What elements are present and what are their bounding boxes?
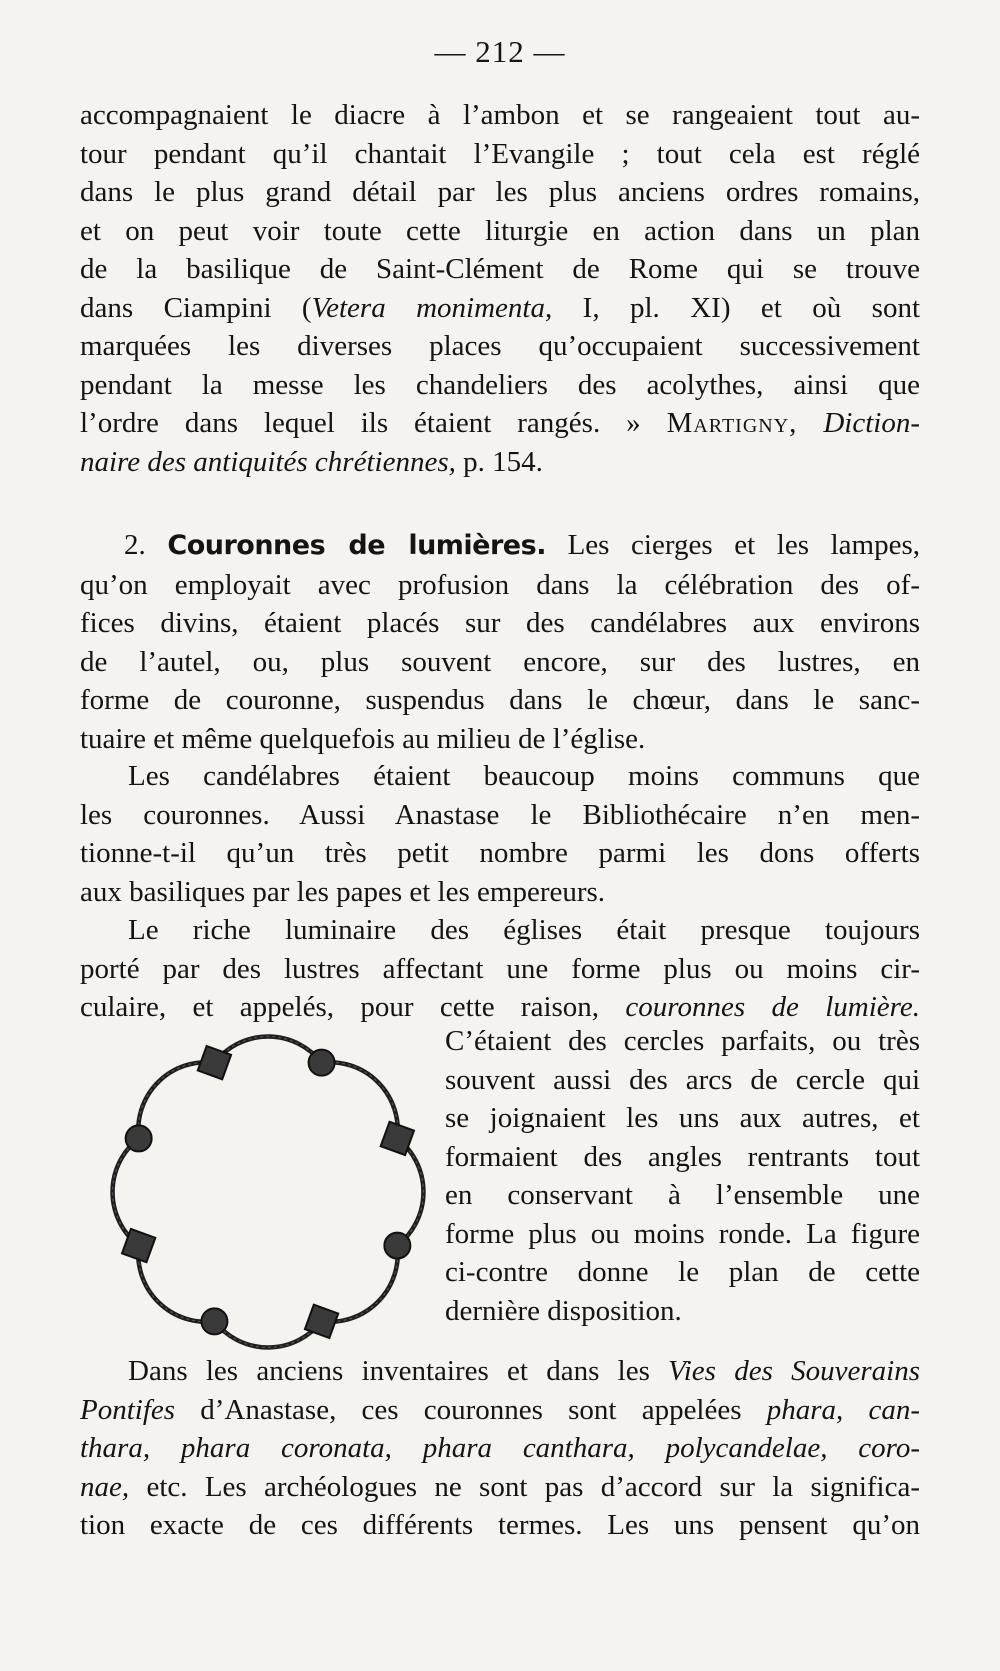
crown-ornaments [122,1046,414,1338]
term-italic: phara, can- [766,1393,920,1426]
round-lamp-holder [126,1125,152,1151]
text-run: p. 154. [455,445,543,478]
quote-paragraph [80,96,920,481]
text-line: souvent aussi des arcs de cercle qui [445,1063,920,1096]
text-line: pendant la messe les chandeliers des acolythes, ainsi que [80,368,920,401]
round-lamp-holder [384,1233,410,1259]
text-line: C’étaient des cercles parfaits, ou très [445,1025,920,1057]
text-line: et on peut voir toute cette liturgie en action dans un plan [80,214,920,247]
text-line: Le riche luminaire des églises était presque toujours [128,914,920,946]
text-run: Les cierges et les lampes, [567,529,921,561]
work-title: naire des antiquités chrétiennes, [80,445,456,478]
work-title: Vies des Souverains [668,1355,920,1387]
text-line: aux basiliques par les papes et les empereurs. [80,875,606,908]
text-line: qu’on employait avec profusion dans la célébration des of- [80,568,920,601]
text-line: de l’autel, ou, plus souvent encore, sur des lustres, en [80,645,920,678]
text-line: forme plus ou moins ronde. La figure [445,1217,920,1250]
term-italic: couronnes de lumière. [625,991,921,1023]
work-title: Diction- [823,407,920,439]
page-number: — 212 — [434,34,566,69]
text-run: I, pl. XI) et où sont [552,291,921,324]
section-heading: Couronnes de lumières. [167,530,546,561]
section-first-line [80,526,920,566]
text-line: tion exacte de ces différents termes. Les uns pensent qu’on [80,1509,920,1541]
text-line [80,443,920,482]
text-line: ci-contre donne le plan de cette [445,1256,920,1288]
text-line: porté par des lustres affectant une forme plus ou moins cir- [80,952,920,985]
term-italic: nae, [80,1470,130,1503]
text-run: dans Ciampini ( [80,291,312,324]
text-line: tour pendant qu’il chantait l’Evangile ; tout cela est réglé [80,137,920,170]
work-title: Vetera monimenta, [311,291,553,324]
text-line [80,289,920,328]
crown-ring [113,1037,424,1348]
paragraph-inventaires [80,1352,920,1545]
text-line [80,1429,920,1468]
text-run: d’Anastase, ces couronnes sont appelées [175,1393,767,1426]
text-line: les couronnes. Aussi Anastase le Bibliothécaire n’en men- [80,798,920,831]
text-run: culaire, et appelés, pour cette raison, [80,991,626,1023]
text-run: Dans les anciens inventaires et dans les [128,1355,669,1387]
text-line: formaient des angles rentrants tout [445,1140,920,1173]
text-line: accompagnaient le diacre à l’ambon et se rangeaient tout au- [80,99,920,131]
text-line [80,988,920,1027]
text-run: l’ordre dans lequel ils étaient rangés. » [80,407,667,439]
text-line: de la basilique de Saint-Clément de Rome qui se trouve [80,253,920,285]
section-couronnes [80,526,920,758]
round-lamp-holder [201,1308,227,1334]
round-lamp-holder [309,1050,335,1076]
text-line: tuaire et même quelquefois au milieu de l’église. [80,722,646,755]
text-line: dans le plus grand détail par les plus anciens ordres romains, [80,176,920,208]
section-number: 2. [124,529,146,561]
text-line [80,1468,920,1507]
text-line: en conservant à l’ensemble une [445,1179,920,1211]
text-line [80,1352,920,1391]
text-line [80,404,920,443]
text-line: dernière disposition. [445,1294,682,1327]
work-title: Pontifes [80,1393,176,1426]
author-name: Martigny, [666,407,798,439]
figure-side-text [445,1022,920,1330]
text-run: etc. Les archéologues ne sont pas d’accord sur la significa- [129,1470,920,1503]
paragraph-candelabres [80,757,920,911]
text-line: forme de couronne, suspendus dans le chœur, dans le sanc- [80,684,920,716]
text-line: marquées les diverses places qu’occupaient successivement [80,330,920,362]
text-line: se joignaient les uns aux autres, et [445,1102,920,1134]
paragraph-luminaire [80,911,920,1027]
text-line: Les candélabres étaient beaucoup moins communs que [128,760,920,792]
text-line: fices divins, étaient placés sur des candélabres aux environs [80,607,920,639]
text-line [80,1391,920,1430]
text-line: tionne-t-il qu’un très petit nombre parmi les dons offerts [80,837,920,869]
crown-of-lights-figure [98,1032,438,1352]
text-run [797,407,823,439]
term-italic: thara, phara coronata, phara canthara, polycandelae, coro- [80,1432,920,1464]
